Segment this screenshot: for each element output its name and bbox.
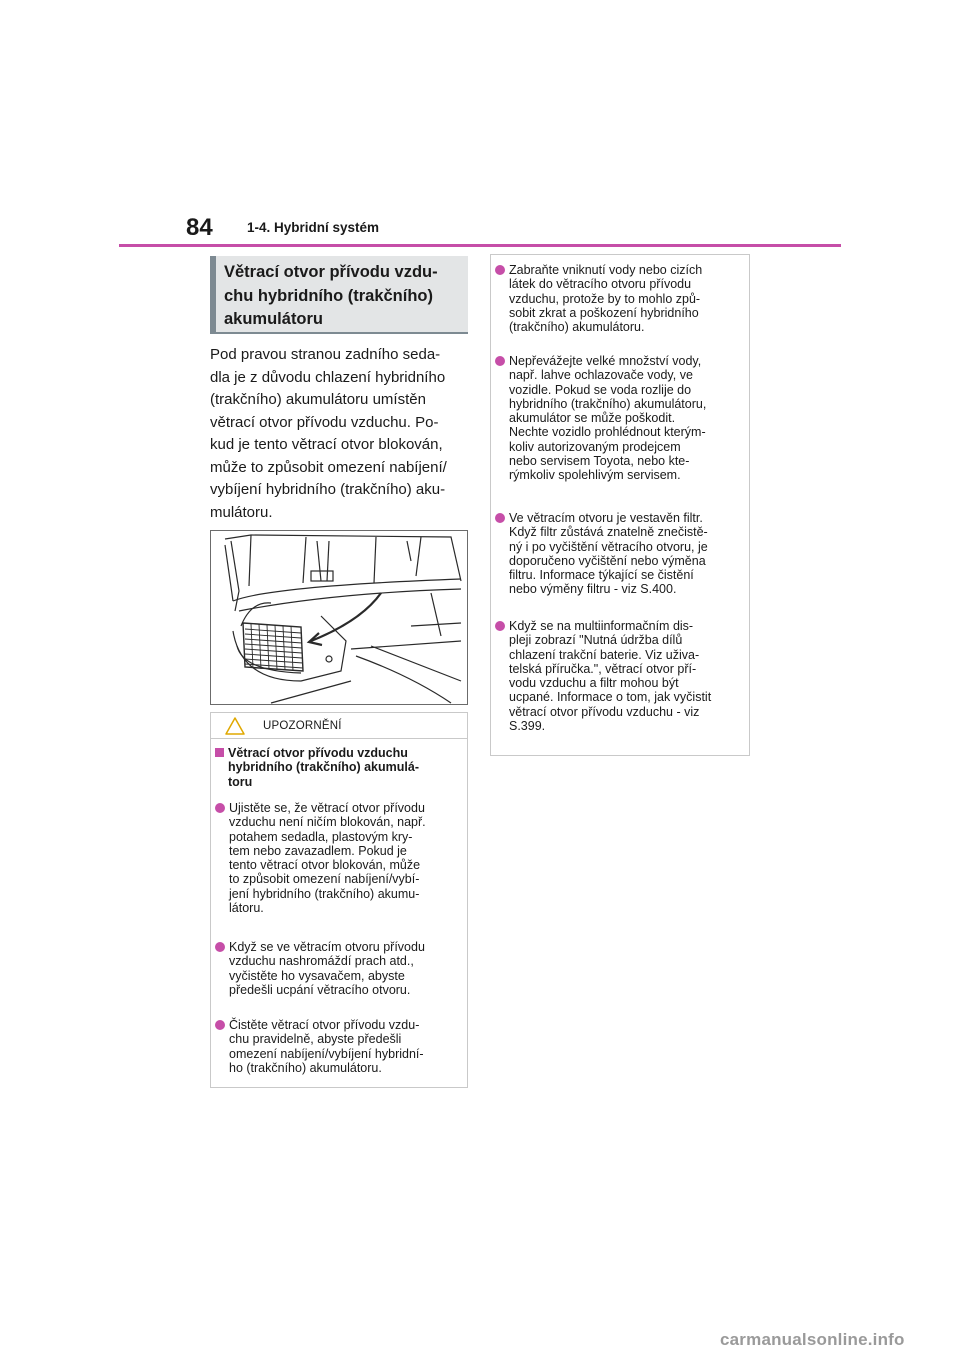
warning-box	[210, 712, 468, 1088]
warning-bullet-text: Čistěte větrací otvor přívodu vzdu- chu pravidelně, abyste předešli omezení nabíjení/vybíjení hybridní- ho (trakčního) akumulátoru.	[229, 1018, 424, 1075]
caution-bullet	[495, 511, 747, 597]
warning-bullet	[215, 940, 465, 997]
caution-bullet	[495, 354, 747, 483]
caution-bullet	[495, 263, 747, 334]
bullet-dot-icon	[495, 513, 505, 523]
caution-bullet-text: Nepřevážejte velké množství vody, např. lahve ochlazovače vody, ve vozidle. Pokud se voda rozlije do hybridního (trakčního) akumulátoru, akumulátor se může poškodit. Nechte vozidlo prohlédnout kterým- koliv autorizovaným prodejcem nebo servisem Toyota, nebo kte- rýmkoliv spolehlivým servisem.	[509, 354, 707, 483]
header-divider	[119, 244, 841, 247]
rear-seat-air-intake-vent-illustration	[210, 530, 468, 705]
bullet-dot-icon	[495, 621, 505, 631]
page-number: 84	[186, 214, 213, 241]
caution-bullet-text: Když se na multiinformačním dis- pleji zobrazí "Nutná údržba dílů chlazení trakční baterie. Viz uživa- telská příručka.", větrací otvor pří- vodu vzduchu a filtr mohou být ucpané. Informace o tom, jak vyčistit větrací otvor přívodu vzduchu - viz S.399.	[509, 619, 712, 734]
bullet-dot-icon	[215, 942, 225, 952]
section-body-text: Pod pravou stranou zadního seda- dla je z důvodu chlazení hybridního (trakčního) akumulátoru umístěn větrací otvor přívodu vzduchu. Po- kud je tento větrací otvor blokován, může to způsobit omezení nabíjení/ vybíjení hybridního (trakčního) aku- mulátoru.	[210, 346, 447, 521]
caution-bullet-text: Zabraňte vniknutí vody nebo cizích látek do větracího otvoru přívodu vzduchu, protože by to mohlo způ- sobit zkrat a poškození hybridního (trakčního) akumulátoru.	[509, 263, 703, 335]
warning-bullet	[215, 801, 465, 915]
section-heading-text: Větrací otvor přívodu vzdu- chu hybridního (trakčního) akumulátoru	[224, 263, 438, 328]
caution-bullet	[495, 619, 747, 733]
bullet-dot-icon	[215, 1020, 225, 1030]
watermark: carmanualsonline.info	[720, 1330, 905, 1349]
bullet-dot-icon	[495, 265, 505, 275]
warning-bullet-text: Když se ve větracím otvoru přívodu vzduchu nashromáždí prach atd., vyčistěte ho vysavačem, abyste předešli ucpání větracího otvoru.	[229, 940, 425, 997]
warning-subheading-text: Větrací otvor přívodu vzduchu hybridního (trakčního) akumulá- toru	[228, 746, 419, 789]
warning-header	[211, 713, 467, 739]
caution-bullet-text: Ve větracím otvoru je vestavěn filtr. Když filtr zůstává znatelně znečistě- ný i po vyčištění větracího otvoru, je doporučeno vyčištění nebo výměna filtru. Informace týkající se čistění nebo výměny filtru - viz S.400.	[509, 511, 708, 597]
chapter-title: 1-4. Hybridní systém	[247, 220, 380, 235]
warning-bullet	[215, 1018, 465, 1075]
caution-continuation-box	[490, 254, 750, 756]
square-bullet-icon	[215, 748, 224, 757]
bullet-dot-icon	[215, 803, 225, 813]
bullet-dot-icon	[495, 356, 505, 366]
section-heading	[210, 256, 468, 334]
warning-bullet-text: Ujistěte se, že větrací otvor přívodu vzduchu není ničím blokován, např. potahem sedadla, plastovým kry- tem nebo zavazadlem. Pokud je tento větrací otvor blokován, může to způsobit omezení nabíjení/vybí- jení hybridního (trakčního) akumu- látoru.	[229, 801, 426, 916]
warning-subheading	[215, 746, 463, 789]
warning-label: UPOZORNĚNÍ	[263, 720, 342, 732]
warning-triangle-icon	[225, 717, 245, 735]
